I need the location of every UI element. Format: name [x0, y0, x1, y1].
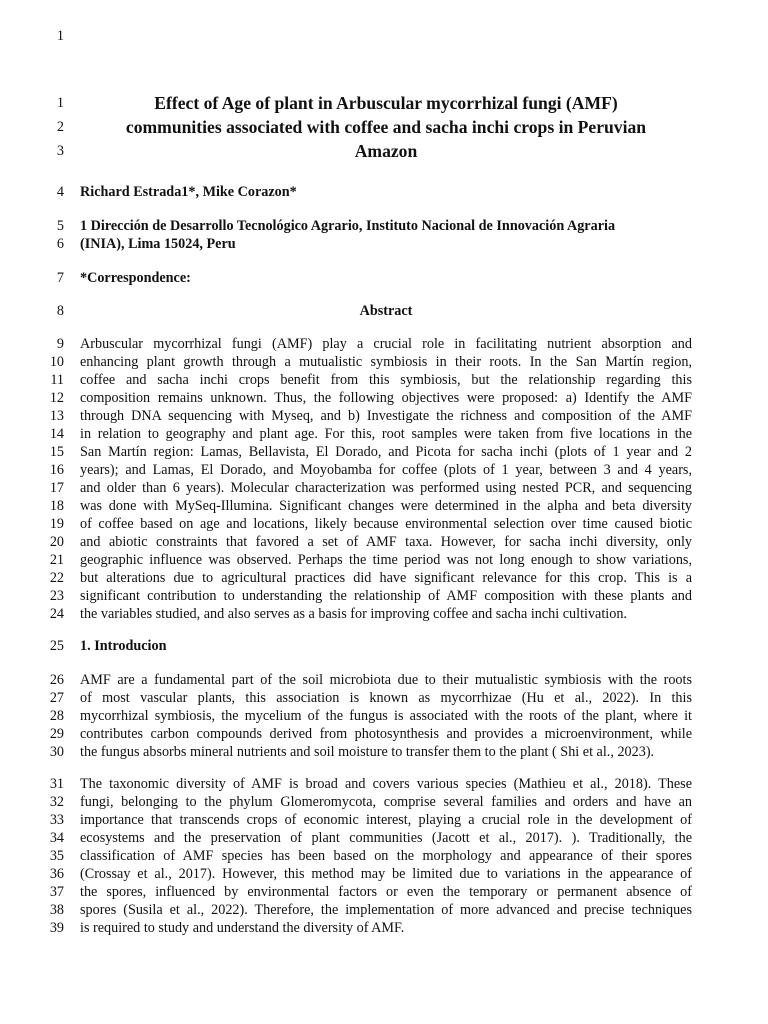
- body-text: is required to study and understand the diversity of AMF.: [80, 920, 405, 936]
- body-text: fungi, belonging to the phylum Glomeromycota, comprise several families and orders and have an: [80, 794, 692, 810]
- line-number: 28: [49, 708, 64, 724]
- abstract-text: enhancing plant growth through a mutualistic symbiosis in their roots. In the San Martín region,: [80, 354, 692, 370]
- section-heading: 1. Introducion: [80, 638, 167, 654]
- body-line: [0, 671, 767, 689]
- abstract-line: [0, 533, 767, 551]
- line-number: 34: [49, 830, 64, 846]
- line-number: 13: [49, 408, 64, 424]
- abstract-text: San Martín region: Lamas, Bellavista, El Dorado, and Picota for sacha inchi (plots of 1 year and 2: [80, 444, 692, 460]
- title-line-2: [0, 115, 767, 139]
- body-line: [0, 707, 767, 725]
- body-line: [0, 865, 767, 883]
- line-number: 15: [49, 444, 64, 460]
- line-number: 2: [56, 119, 64, 135]
- line-number: 21: [49, 552, 64, 568]
- abstract-line: [0, 515, 767, 533]
- abstract-line: [0, 587, 767, 605]
- affiliation-line-1: [0, 217, 767, 235]
- body-line: [0, 689, 767, 707]
- abstract-line: [0, 497, 767, 515]
- body-line: [0, 883, 767, 901]
- intro-heading-line: [0, 637, 767, 655]
- abstract-text: and older than 6 years). Molecular characterization was performed using nested PCR, and sequencing: [80, 480, 692, 496]
- body-text: (Crossay et al., 2017). However, this method may be limited due to variations in the appearance of: [80, 866, 692, 882]
- body-text: AMF are a fundamental part of the soil microbiota due to their mutualistic symbiosis with the roots: [80, 672, 692, 688]
- affiliation-text: 1 Dirección de Desarrollo Tecnológico Agrario, Instituto Nacional de Innovación Agraria: [80, 218, 616, 234]
- line-number: 6: [56, 236, 64, 252]
- line-number: 23: [49, 588, 64, 604]
- abstract-text: years); and Lamas, El Dorado, and Moyobamba for coffee (plots of 1 year, between 3 and 4 years,: [80, 462, 692, 478]
- line-number: 11: [50, 372, 64, 388]
- abstract-line: [0, 461, 767, 479]
- abstract-line: [0, 407, 767, 425]
- abstract-line: [0, 551, 767, 569]
- line-number: 31: [49, 776, 64, 792]
- line-number: 29: [49, 726, 64, 742]
- abstract-text: through DNA sequencing with Myseq, and b) Investigate the richness and composition of the AMF: [80, 408, 692, 424]
- title-text: communities associated with coffee and sacha inchi crops in Peruvian: [125, 117, 647, 137]
- line-number: 3: [56, 143, 64, 159]
- line-number: 26: [49, 672, 64, 688]
- abstract-heading: Abstract: [359, 303, 413, 319]
- abstract-line: [0, 371, 767, 389]
- abstract-line: [0, 389, 767, 407]
- body-text: The taxonomic diversity of AMF is broad and covers various species (Mathieu et al., 2018). These: [80, 776, 692, 792]
- line-number: 30: [49, 744, 64, 760]
- line-number: 16: [49, 462, 64, 478]
- abstract-text: geographic influence was observed. Perhaps the time period was not long enough to show variations,: [80, 552, 692, 568]
- abstract-line: [0, 479, 767, 497]
- body-line: [0, 775, 767, 793]
- body-text: the fungus absorbs mineral nutrients and soil moisture to transfer them to the plant ( Shi et al., 2023).: [80, 744, 655, 760]
- affiliation-line-2: [0, 235, 767, 253]
- abstract-line: [0, 605, 767, 623]
- line-number: 12: [49, 390, 64, 406]
- body-line: [0, 725, 767, 743]
- abstract-text: but alterations due to agricultural practices did have significant relevance for this crop. This is a: [80, 570, 692, 586]
- line-number: 33: [49, 812, 64, 828]
- line-number: 36: [49, 866, 64, 882]
- body-text: the spores, influenced by environmental factors or even the temporary or permanent absence of: [80, 884, 692, 900]
- abstract-text: and abiotic constraints that favored a set of AMF taxa. However, for sacha inchi diversity, only: [80, 534, 692, 550]
- page-number: 1: [56, 28, 64, 44]
- title-line-3: [0, 139, 767, 163]
- authors: Richard Estrada1*, Mike Corazon*: [80, 184, 297, 200]
- line-number: 9: [56, 336, 64, 352]
- line-number: 38: [49, 902, 64, 918]
- affiliation-text: (INIA), Lima 15024, Peru: [80, 236, 236, 252]
- line-number: 4: [56, 184, 64, 200]
- authors-line: [0, 183, 767, 201]
- body-line: [0, 847, 767, 865]
- line-number: 18: [49, 498, 64, 514]
- line-number: 35: [49, 848, 64, 864]
- abstract-line: [0, 443, 767, 461]
- line-number: 39: [49, 920, 64, 936]
- body-text: spores (Susila et al., 2022). Therefore, the implementation of more advanced and precise techniques: [80, 902, 692, 918]
- line-number: 8: [56, 303, 64, 319]
- abstract-text: of coffee based on age and locations, likely because environmental selection over time caused biotic: [80, 516, 692, 532]
- abstract-line: [0, 425, 767, 443]
- body-line: [0, 829, 767, 847]
- title-text: Amazon: [354, 141, 418, 161]
- abstract-text: coffee and sacha inchi crops benefit from this symbiosis, but the relationship regarding this: [80, 372, 692, 388]
- abstract-text: the variables studied, and also serves as a basis for improving coffee and sacha inchi cultivation.: [80, 606, 627, 622]
- title-line-1: [0, 91, 767, 115]
- body-text: of most vascular plants, this association is known as mycorrhizae (Hu et al., 2022). In this: [80, 690, 692, 706]
- abstract-line: [0, 335, 767, 353]
- abstract-heading-line: [0, 302, 767, 320]
- line-number: 20: [49, 534, 64, 550]
- body-line: [0, 811, 767, 829]
- title-text: Effect of Age of plant in Arbuscular mycorrhizal fungi (AMF): [154, 93, 618, 113]
- line-number: 1: [56, 95, 64, 111]
- correspondence: *Correspondence:: [80, 270, 191, 286]
- line-number: 24: [49, 606, 64, 622]
- body-line: [0, 743, 767, 761]
- abstract-line: [0, 353, 767, 371]
- line-number: 7: [56, 270, 64, 286]
- abstract-text: was done with MySeq-Illumina. Significant changes were determined in the alpha and beta diversity: [80, 498, 692, 514]
- abstract-text: in relation to geography and plant age. For this, root samples were taken from five locations in the: [80, 426, 692, 442]
- line-number: 25: [49, 638, 64, 654]
- abstract-line: [0, 569, 767, 587]
- line-number: 22: [49, 570, 64, 586]
- body-text: contributes carbon compounds derived from photosynthesis and provides a microenvironment, while: [80, 726, 692, 742]
- line-number: 19: [49, 516, 64, 532]
- abstract-text: composition remains unknown. Thus, the following objectives were proposed: a) Identify the AMF: [80, 390, 692, 406]
- body-text: ecosystems and the preservation of plant communities (Jacott et al., 2017). ). Traditionally, the: [80, 830, 692, 846]
- abstract-text: significant contribution to understanding the relationship of AMF composition with these plants and: [80, 588, 692, 604]
- line-number: 10: [49, 354, 64, 370]
- body-text: mycorrhizal symbiosis, the mycelium of the fungus is associated with the roots of the plant, where it: [80, 708, 692, 724]
- line-number: 32: [49, 794, 64, 810]
- correspondence-line: [0, 269, 767, 287]
- line-number: 27: [49, 690, 64, 706]
- abstract-text: Arbuscular mycorrhizal fungi (AMF) play a crucial role in facilitating nutrient absorption and: [80, 336, 692, 352]
- line-number: 5: [56, 218, 64, 234]
- line-number: 14: [49, 426, 64, 442]
- line-number: 37: [49, 884, 64, 900]
- body-text: classification of AMF species has been based on the morphology and appearance of their spores: [80, 848, 692, 864]
- body-line: [0, 901, 767, 919]
- body-text: importance that transcends crops of economic interest, playing a crucial role in the development of: [80, 812, 692, 828]
- line-number: 17: [49, 480, 64, 496]
- body-line: [0, 919, 767, 937]
- body-line: [0, 793, 767, 811]
